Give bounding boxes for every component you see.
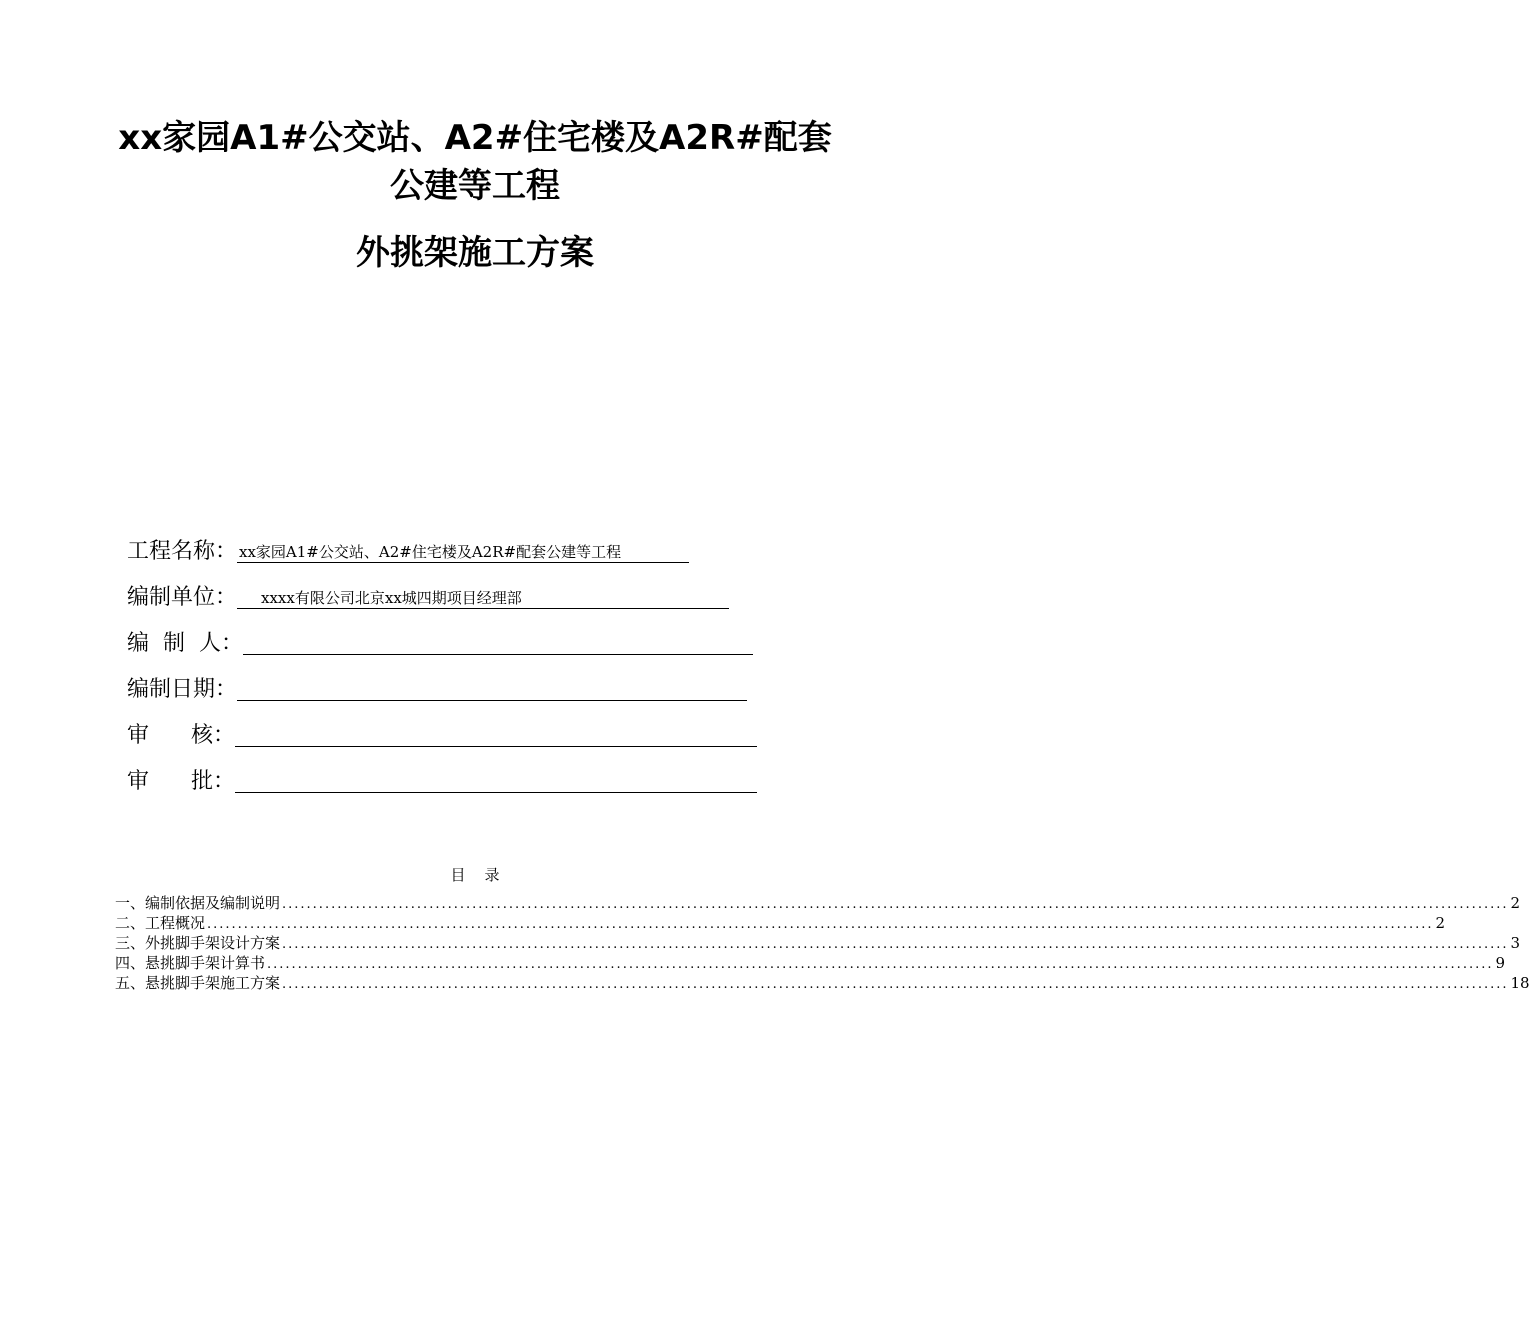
toc-item-text: 四、悬挑脚手架计算书 bbox=[115, 954, 266, 972]
toc-item-text: 二、工程概况 bbox=[115, 914, 206, 932]
approve-label: 审 批： bbox=[127, 769, 235, 794]
unit-label: 编制单位： bbox=[127, 585, 238, 610]
toc-leader-dots: ........................................................................................................................................................................................................ bbox=[282, 977, 1509, 992]
review-label: 审 核： bbox=[127, 723, 235, 748]
approve-row bbox=[127, 765, 757, 795]
unit-row bbox=[127, 581, 729, 611]
document-title-line-2: 公建等工程 bbox=[390, 166, 560, 206]
date-row bbox=[127, 673, 747, 703]
author-label: 编 制 人： bbox=[127, 631, 243, 656]
author-row bbox=[127, 627, 753, 657]
toc-item-text: 三、外挑脚手架设计方案 bbox=[115, 934, 281, 952]
document-title-line-1: xx家园A1#公交站、A2#住宅楼及A2R#配套 bbox=[118, 118, 832, 158]
unit-value: xxxx有限公司北京xx城四期项目经理部 bbox=[237, 588, 729, 609]
toc-item-text: 一、编制依据及编制说明 bbox=[115, 894, 281, 912]
toc-item-page: 18 bbox=[1510, 974, 1530, 992]
toc-item[interactable] bbox=[115, 913, 1446, 933]
toc-item[interactable] bbox=[115, 893, 1521, 913]
toc-item[interactable] bbox=[115, 973, 1530, 993]
project-name-value: xx家园A1#公交站、A2#住宅楼及A2R#配套公建等工程 bbox=[237, 542, 689, 563]
toc-item-page: 9 bbox=[1495, 954, 1506, 972]
toc-item[interactable] bbox=[115, 933, 1521, 953]
toc-item[interactable] bbox=[115, 953, 1506, 973]
toc-leader-dots: ........................................................................................................................................................................................................ bbox=[207, 917, 1434, 932]
date-label: 编制日期： bbox=[127, 677, 238, 702]
toc-leader-dots: ........................................................................................................................................................................................................ bbox=[267, 957, 1494, 972]
toc-leader-dots: ........................................................................................................................................................................................................ bbox=[282, 937, 1509, 952]
toc-leader-dots: ........................................................................................................................................................................................................ bbox=[282, 897, 1509, 912]
document-subtitle: 外挑架施工方案 bbox=[356, 233, 594, 273]
author-value bbox=[243, 634, 753, 655]
project-name-label: 工程名称： bbox=[127, 539, 238, 564]
review-value bbox=[235, 726, 757, 747]
approve-value bbox=[235, 772, 757, 793]
date-value bbox=[237, 680, 747, 701]
toc-title: 目 录 bbox=[450, 866, 500, 884]
review-row bbox=[127, 719, 757, 749]
toc-item-page: 2 bbox=[1435, 914, 1446, 932]
project-name-row bbox=[127, 535, 689, 565]
toc-item-page: 2 bbox=[1510, 894, 1521, 912]
toc-item-page: 3 bbox=[1510, 934, 1521, 952]
table-of-contents bbox=[115, 893, 1530, 993]
toc-item-text: 五、悬挑脚手架施工方案 bbox=[115, 974, 281, 992]
